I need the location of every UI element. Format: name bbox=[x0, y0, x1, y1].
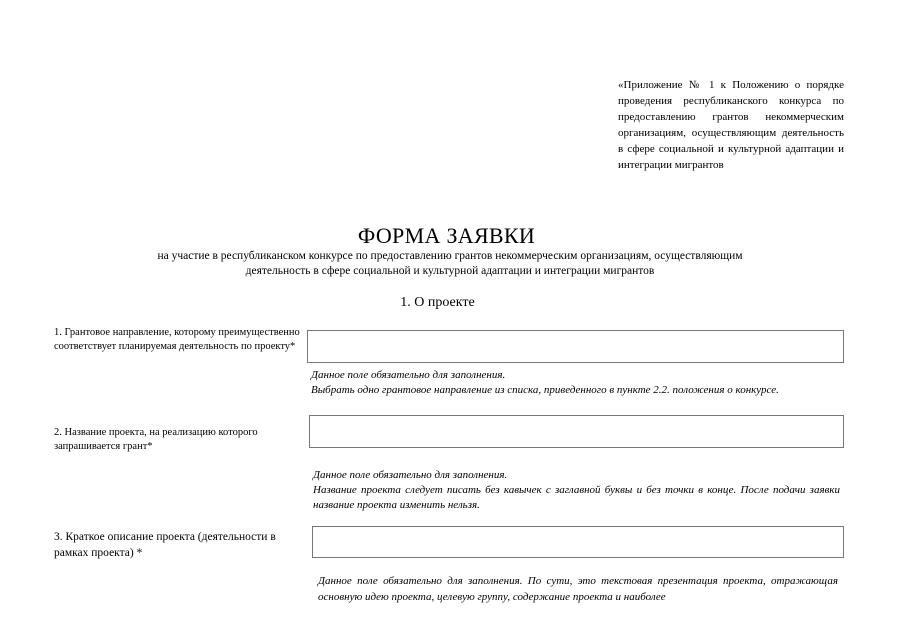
form-title: ФОРМА ЗАЯВКИ bbox=[357, 223, 536, 248]
question-1-label: 1. Грантовое направление, которому преимущественно соответствует планируемая деятельность по проекту* bbox=[54, 327, 300, 352]
question-1-field[interactable] bbox=[307, 330, 844, 363]
question-3-field[interactable] bbox=[312, 526, 844, 558]
question-1-hint-required: Данное поле обязательно для заполнения. bbox=[311, 369, 506, 381]
form-subtitle-line-1: на участие в республиканском конкурсе по предоставлению грантов некоммерческим организациям, осуществляющим bbox=[157, 250, 743, 262]
question-2-hint-required: Данное поле обязательно для заполнения. bbox=[313, 469, 508, 481]
question-2-label: 2. Название проекта, на реализацию которого запрашивается грант* bbox=[54, 427, 258, 452]
question-1-hint bbox=[311, 368, 840, 398]
question-2-field[interactable] bbox=[309, 415, 844, 448]
question-3-label: 3. Краткое описание проекта (деятельности в рамках проекта) * bbox=[54, 531, 276, 559]
form-subtitle-line-2: деятельность в сфере социальной и культурной адаптации и интеграции мигрантов bbox=[245, 265, 655, 277]
question-3-hint: Данное поле обязательно для заполнения. По сути, это текстовая презентация проекта, отражающая основную идею проекта, целевую группу, содержание проекта и наиболее bbox=[318, 575, 838, 603]
form-subtitle bbox=[100, 249, 800, 279]
question-2-hint-text: Название проекта следует писать без кавычек с заглавной буквы и без точки в конце. После подачи заявки название проекта изменить нельзя. bbox=[313, 484, 840, 511]
question-2-hint bbox=[313, 468, 840, 513]
question-1-hint-text: Выбрать одно грантовое направление из списка, приведенного в пункте 2.2. положения о конкурсе. bbox=[311, 384, 779, 396]
section-title: 1. О проекте bbox=[400, 295, 475, 310]
annex-note: «Приложение № 1 к Положению о порядке проведения республиканского конкурса по предоставлению грантов некоммерческим организациям, осуществляющим деятельность в сфере социальной и культурной адаптации и интеграции мигрантов bbox=[618, 79, 844, 171]
